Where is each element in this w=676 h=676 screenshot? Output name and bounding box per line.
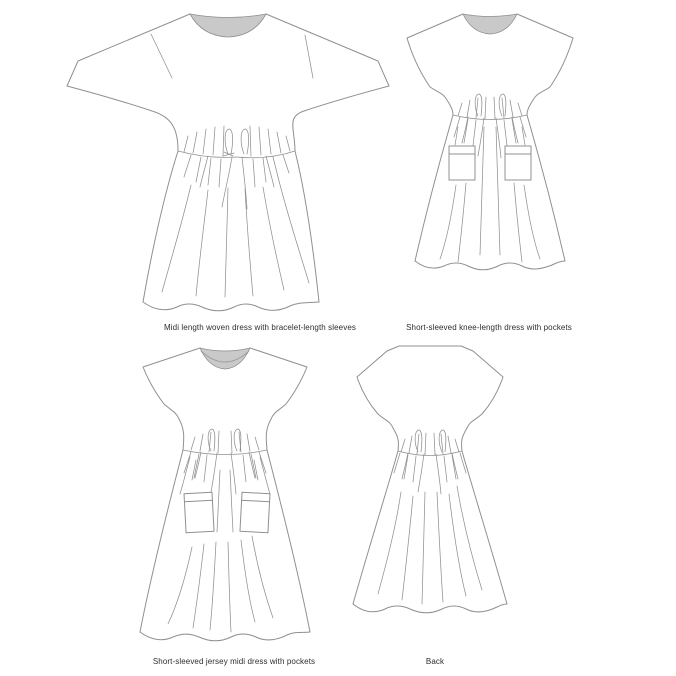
skirt-side-seams — [415, 115, 565, 261]
bodice-outline — [357, 351, 503, 451]
waist-gathers-below — [184, 452, 266, 482]
waist-gather-edge — [178, 151, 295, 158]
jersey-midi-dress-drawing — [110, 342, 345, 647]
caption-knee-length: Short-sleeved knee-length dress with pockets — [406, 323, 572, 332]
skirt-side-seams — [143, 151, 319, 302]
patch-pocket-left — [184, 492, 214, 532]
caption-midi-woven: Midi length woven dress with bracelet-length sleeves — [164, 323, 356, 332]
back-neck-facing — [200, 348, 250, 369]
drawstring-tails — [402, 453, 458, 494]
back-neck-facing — [463, 14, 517, 34]
midi-woven-dress-drawing — [58, 5, 393, 320]
drawstring-bow-loops — [223, 129, 249, 156]
skirt-side-seams — [140, 450, 310, 632]
back-neck-facing — [190, 14, 266, 37]
dress-flat-midi-woven-front — [58, 5, 393, 320]
patch-pockets — [449, 146, 531, 180]
skirt-fold-lines — [378, 486, 482, 604]
sleeve-seams — [151, 34, 313, 78]
dress-flat-jersey-midi-front — [110, 342, 345, 647]
knee-length-dress-drawing — [390, 5, 590, 305]
skirt-fold-lines — [162, 177, 309, 297]
patch-pocket-right — [240, 492, 270, 532]
skirt-hem — [143, 302, 319, 311]
skirt-fold-lines — [440, 127, 540, 262]
waist-gather-edge — [183, 450, 267, 455]
waist-gathers-above — [184, 126, 290, 156]
drawstring-bow-loops — [475, 94, 506, 116]
waist-gathers-above — [401, 433, 459, 455]
drawstring-tails — [195, 452, 255, 494]
waist-gathers-below — [184, 155, 289, 187]
drawstring-tails — [200, 156, 274, 209]
skirt-hem — [415, 261, 565, 270]
drawstring-bow-loops — [208, 429, 241, 451]
skirt-fold-lines — [168, 457, 273, 632]
skirt-side-seams — [353, 451, 507, 604]
dress-flat-knee-length-front — [390, 5, 590, 305]
skirt-hem — [353, 604, 507, 613]
caption-jersey-midi: Short-sleeved jersey midi dress with pockets — [152, 657, 316, 666]
caption-back-view: Back — [425, 657, 445, 666]
drawstring-bow-loops — [415, 430, 446, 452]
waist-gathers-above — [458, 97, 522, 119]
back-view-dress-drawing — [335, 342, 525, 642]
waist-gathers-above — [191, 431, 259, 453]
dress-flat-back-view — [335, 342, 525, 642]
skirt-hem — [140, 632, 310, 641]
drawstring-tails — [462, 117, 518, 158]
back-neckline — [387, 346, 473, 351]
waist-gather-edge — [453, 115, 527, 120]
